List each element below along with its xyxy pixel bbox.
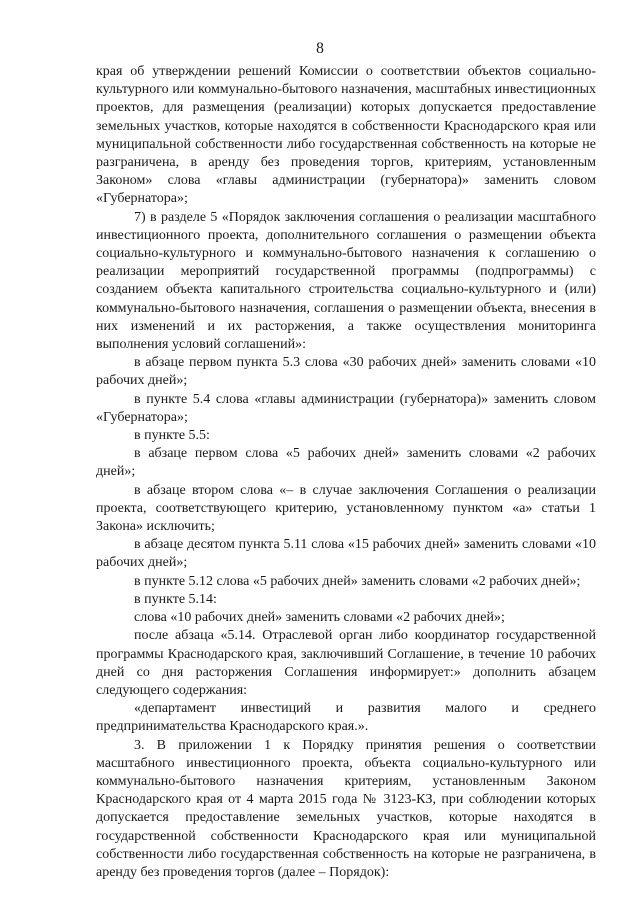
paragraph-7: в абзаце втором слова «– в случае заключения Соглашения о реализации проекта, соответствующего критерию, установленному пунктом «а» статьи 1 Закона» исключить; (96, 482, 596, 535)
paragraph-6: в абзаце первом слова «5 рабочих дней» заменить словами «2 рабочих дней»; (96, 446, 596, 480)
paragraph-1: края об утверждении решений Комиссии о соответствии объектов социально-культурного или коммунально-бытового назначения, масштабных инвестиционных проектов, для размещения (реализации) которых допускается предоставление земельных участков, которые находятся в собственности Краснодарского края или муниципальной собственности либо государственная собственность на которые не разграничена, в аренду без проведения торгов, критериям, установленным Законом» слова «главы администрации (губернатора)» заменить словом «Губернатора»; (96, 64, 596, 207)
paragraph-8: в абзаце десятом пункта 5.11 слова «15 рабочих дней» заменить словами «10 рабочих дней»; (96, 537, 596, 571)
paragraph-4: в пункте 5.4 слова «главы администрации (губернатора)» заменить словом «Губернатора»; (96, 391, 596, 425)
paragraph-12: после абзаца «5.14. Отраслевой орган либо координатор государственной программы Краснодарского края, заключивший Соглашение, в течение 10 рабочих дней со дня расторжения Соглашения информирует:» дополнить абзацем следующего содержания: (96, 628, 596, 698)
paragraph-9: в пункте 5.12 слова «5 рабочих дней» заменить словами «2 рабочих дней»; (134, 573, 581, 589)
paragraph-10: в пункте 5.14: (134, 591, 217, 607)
paragraph-5: в пункте 5.5: (134, 428, 210, 444)
paragraph-11: слова «10 рабочих дней» заменить словами «2 рабочих дней»; (134, 610, 505, 626)
document-body (96, 63, 596, 882)
paragraph-14: 3. В приложении 1 к Порядку принятия решения о соответствии масштабного инвестиционного проекта, объекта социально-культурного или коммунально-бытового назначения критериям, установленным Законом Краснодарского края от 4 марта 2015 года № 3123-КЗ, при соблюдении которых допускается предоставление земельных участков, которые находятся в государственной собственности Краснодарского края или муниципальной собственности либо государственная собственность на которые не разграничена, в аренду без проведения торгов (далее – Порядок): (96, 737, 596, 880)
paragraph-13: «департамент инвестиций и развития малого и среднего предпринимательства Краснодарского края.». (96, 701, 596, 735)
paragraph-2: 7) в разделе 5 «Порядок заключения соглашения о реализации масштабного инвестиционного проекта, дополнительного соглашения о размещении объекта социально-культурного и коммунально-бытового назначения к соглашению о реализации мероприятий государственной программы (подпрограммы) с созданием объекта капитального строительства социально-культурного и (или) коммунально-бытового назначения, соглашения о размещении объекта, внесения в них изменений и их расторжения, а также осуществления мониторинга выполнения условий соглашений»: (96, 209, 596, 353)
paragraph-3: в абзаце первом пункта 5.3 слова «30 рабочих дней» заменить словами «10 рабочих дней»; (96, 355, 596, 389)
page-number: 8 (316, 40, 324, 57)
